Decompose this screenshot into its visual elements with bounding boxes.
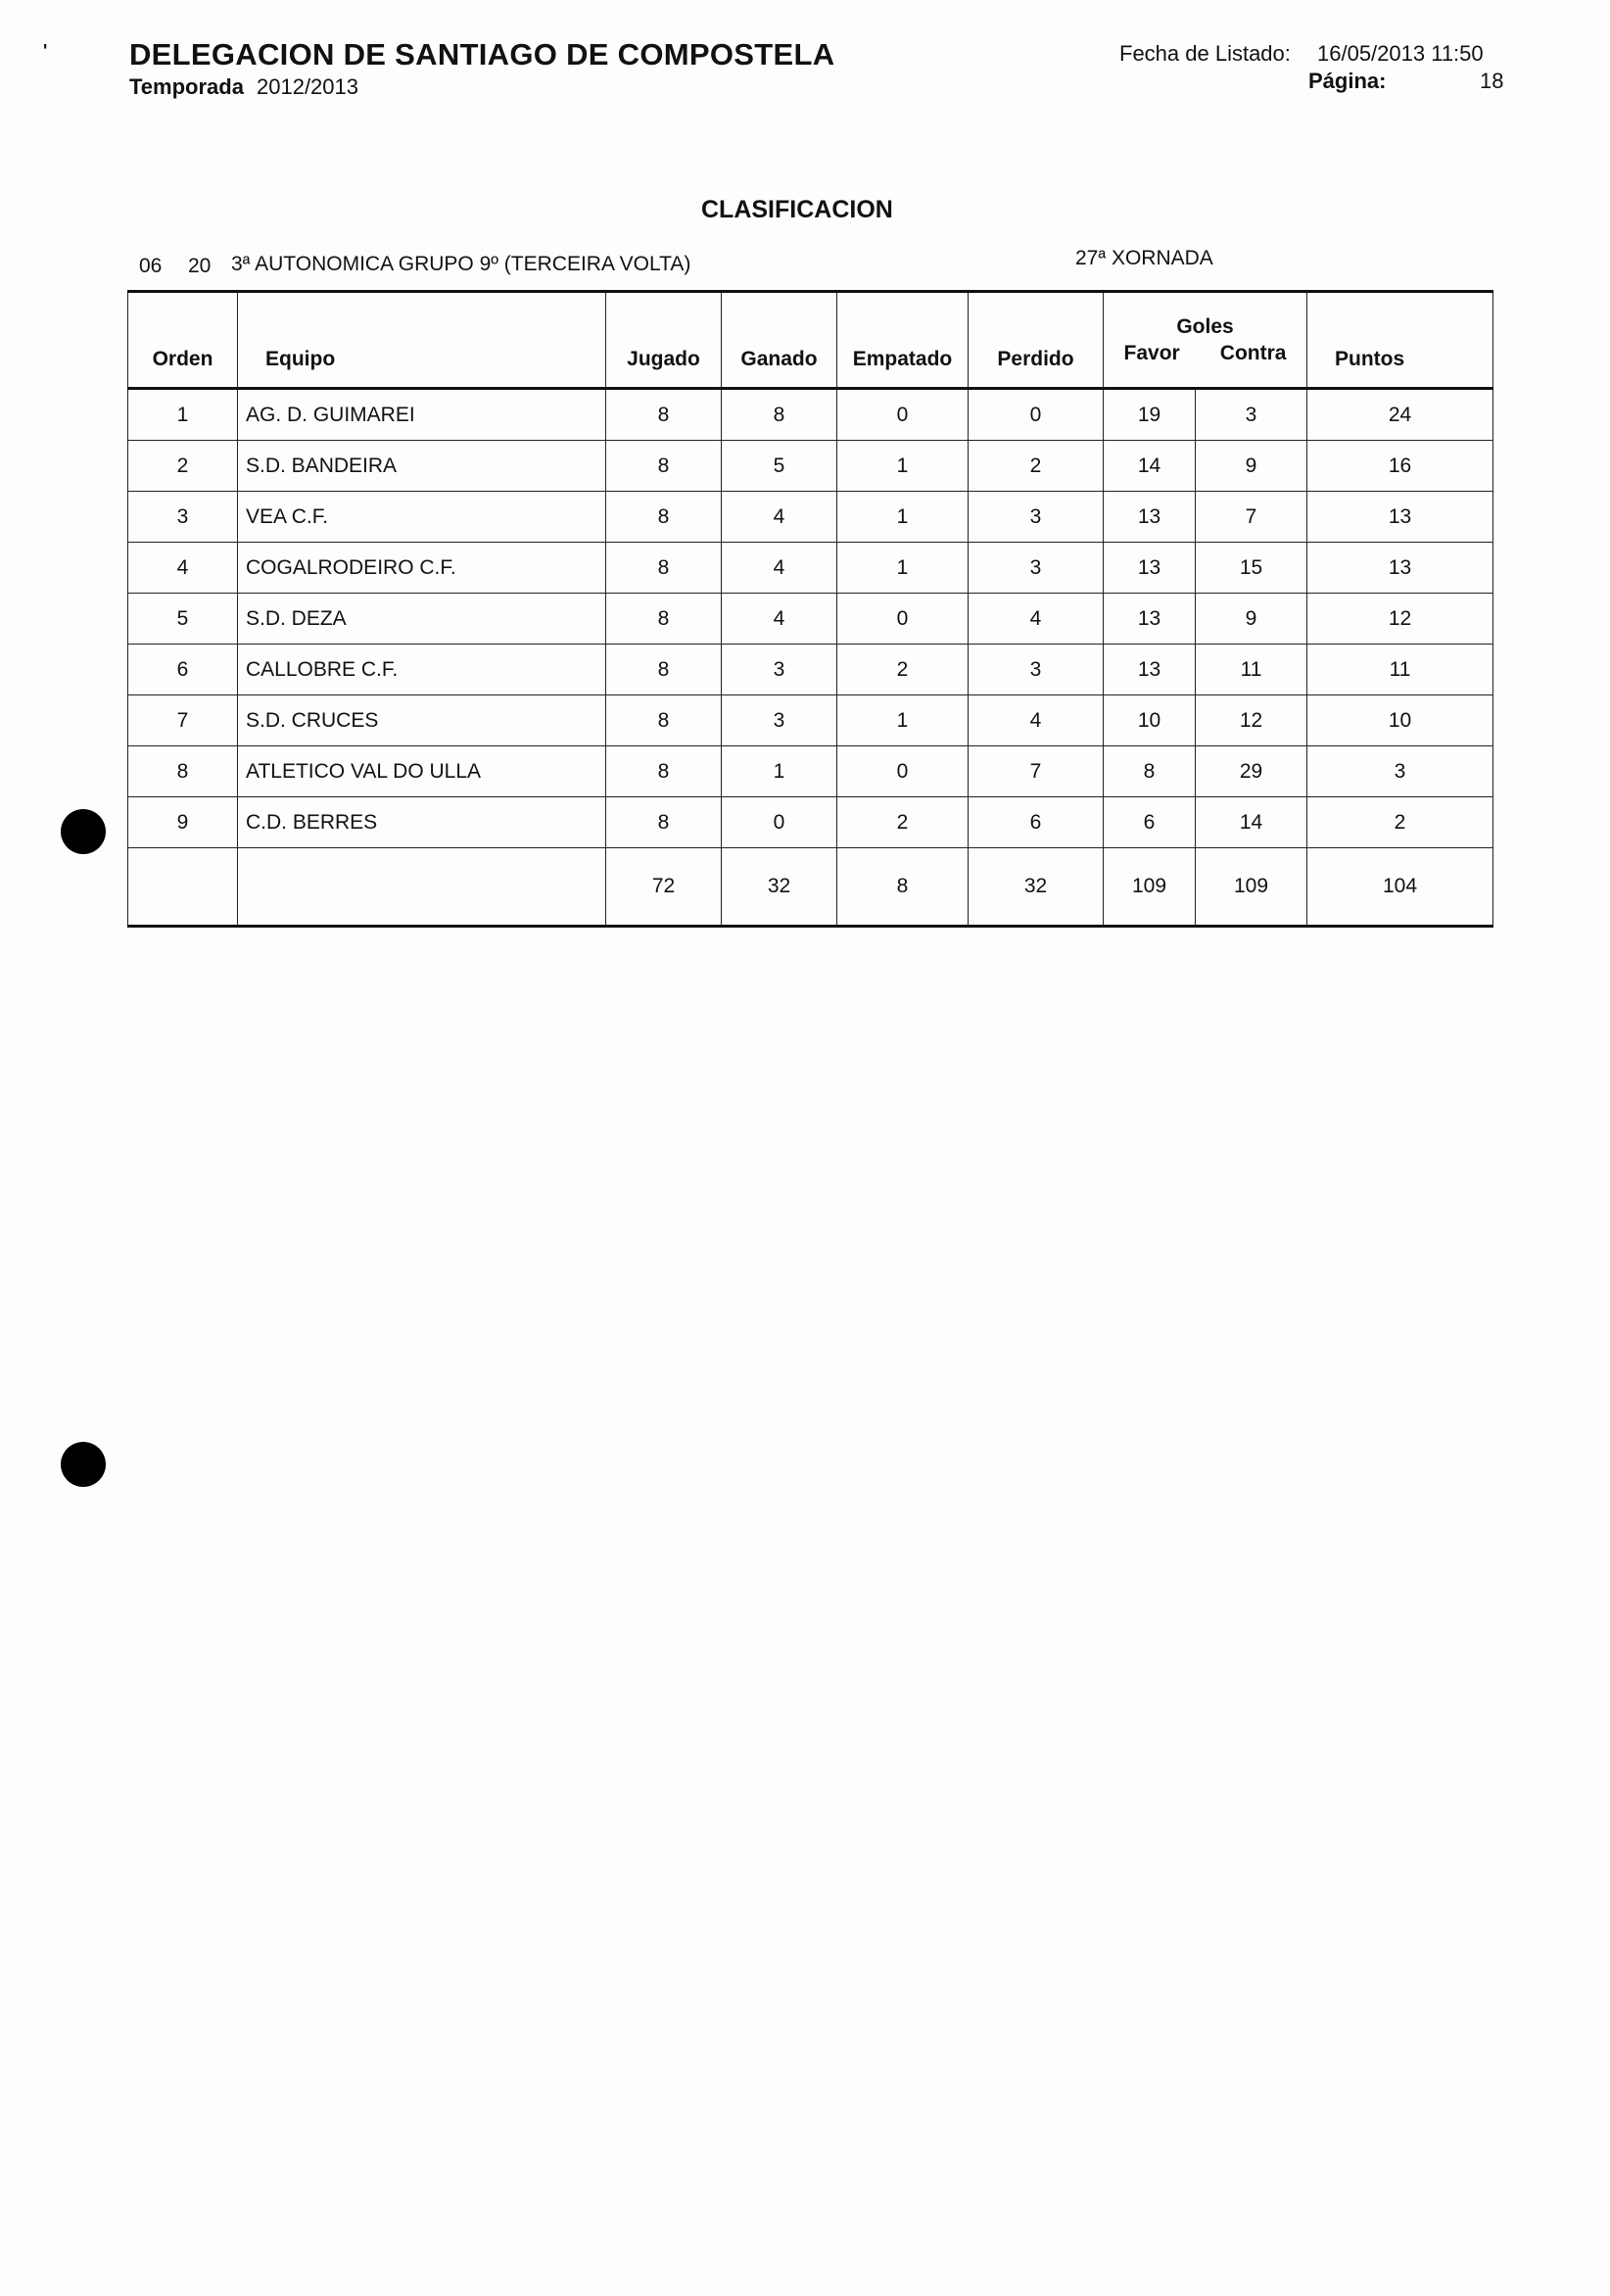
totals-equipo: [238, 848, 606, 927]
cell-equipo: C.D. BERRES: [238, 797, 606, 848]
cell-jugado: 8: [606, 645, 722, 695]
cell-jugado: 8: [606, 594, 722, 645]
cell-perdido: 3: [969, 492, 1104, 543]
cell-contra: 3: [1196, 389, 1307, 441]
cell-favor: 13: [1104, 543, 1196, 594]
page-label: Página:: [1308, 69, 1387, 93]
table-row: [128, 797, 1493, 848]
cell-perdido: 4: [969, 594, 1104, 645]
cell-ganado: 4: [722, 492, 837, 543]
cell-equipo: S.D. DEZA: [238, 594, 606, 645]
round-label: 27ª XORNADA: [1075, 247, 1213, 269]
cell-perdido: 3: [969, 645, 1104, 695]
cell-contra: 9: [1196, 594, 1307, 645]
cell-equipo: CALLOBRE C.F.: [238, 645, 606, 695]
header-goles-label: Goles: [1176, 314, 1234, 338]
header-perdido: Perdido: [969, 292, 1104, 389]
standings-table: [127, 290, 1493, 928]
cell-orden: 8: [128, 746, 238, 797]
cell-contra: 14: [1196, 797, 1307, 848]
cell-favor: 13: [1104, 594, 1196, 645]
cell-orden: 1: [128, 389, 238, 441]
header-favor: Favor: [1123, 341, 1180, 364]
cell-jugado: 8: [606, 543, 722, 594]
cell-ganado: 3: [722, 645, 837, 695]
header-ganado: Ganado: [722, 292, 837, 389]
cell-ganado: 4: [722, 543, 837, 594]
table-header-row: [128, 292, 1493, 389]
cell-puntos: 3: [1307, 746, 1493, 797]
punch-hole-bottom: [61, 1442, 106, 1487]
section-title: CLASIFICACION: [701, 196, 893, 223]
table-row: [128, 389, 1493, 441]
cell-ganado: 8: [722, 389, 837, 441]
cell-favor: 19: [1104, 389, 1196, 441]
cell-ganado: 3: [722, 695, 837, 746]
cell-orden: 2: [128, 441, 238, 492]
cell-contra: 12: [1196, 695, 1307, 746]
table-row: [128, 594, 1493, 645]
cell-orden: 6: [128, 645, 238, 695]
table-row: [128, 746, 1493, 797]
competition-name: 3ª AUTONOMICA GRUPO 9º (TERCEIRA VOLTA): [231, 253, 691, 275]
cell-empatado: 0: [837, 389, 969, 441]
season-value: 2012/2013: [257, 74, 358, 99]
cell-contra: 29: [1196, 746, 1307, 797]
punch-hole-top: [61, 809, 106, 854]
table-row: [128, 645, 1493, 695]
cell-perdido: 7: [969, 746, 1104, 797]
table-row: [128, 543, 1493, 594]
cell-orden: 3: [128, 492, 238, 543]
cell-perdido: 2: [969, 441, 1104, 492]
cell-puntos: 13: [1307, 543, 1493, 594]
cell-puntos: 24: [1307, 389, 1493, 441]
cell-favor: 6: [1104, 797, 1196, 848]
table-row: [128, 695, 1493, 746]
cell-puntos: 10: [1307, 695, 1493, 746]
totals-puntos: 104: [1307, 848, 1493, 927]
totals-contra: 109: [1196, 848, 1307, 927]
cell-puntos: 11: [1307, 645, 1493, 695]
cell-equipo: VEA C.F.: [238, 492, 606, 543]
cell-jugado: 8: [606, 695, 722, 746]
cell-contra: 15: [1196, 543, 1307, 594]
cell-perdido: 6: [969, 797, 1104, 848]
header-orden: Orden: [128, 292, 238, 389]
cell-puntos: 2: [1307, 797, 1493, 848]
cell-empatado: 1: [837, 695, 969, 746]
cell-favor: 13: [1104, 492, 1196, 543]
cell-puntos: 13: [1307, 492, 1493, 543]
cell-favor: 13: [1104, 645, 1196, 695]
cell-orden: 9: [128, 797, 238, 848]
cell-perdido: 4: [969, 695, 1104, 746]
cell-jugado: 8: [606, 389, 722, 441]
cell-contra: 9: [1196, 441, 1307, 492]
cell-ganado: 0: [722, 797, 837, 848]
cell-equipo: S.D. BANDEIRA: [238, 441, 606, 492]
cell-perdido: 3: [969, 543, 1104, 594]
cell-jugado: 8: [606, 797, 722, 848]
listing-date-value: 16/05/2013 11:50: [1317, 41, 1484, 66]
competition-code-1: 06: [139, 255, 163, 277]
table-row: [128, 492, 1493, 543]
cell-puntos: 12: [1307, 594, 1493, 645]
cell-favor: 10: [1104, 695, 1196, 746]
cell-ganado: 5: [722, 441, 837, 492]
cell-equipo: COGALRODEIRO C.F.: [238, 543, 606, 594]
cell-favor: 14: [1104, 441, 1196, 492]
stray-mark: ': [43, 41, 48, 61]
season-label: Temporada: [129, 74, 244, 99]
cell-orden: 4: [128, 543, 238, 594]
header-jugado: Jugado: [606, 292, 722, 389]
cell-jugado: 8: [606, 746, 722, 797]
cell-ganado: 4: [722, 594, 837, 645]
page-number: 18: [1480, 69, 1504, 93]
totals-perdido: 32: [969, 848, 1104, 927]
totals-ganado: 32: [722, 848, 837, 927]
header-puntos: Puntos: [1307, 292, 1493, 389]
cell-puntos: 16: [1307, 441, 1493, 492]
header-goles: [1104, 292, 1307, 389]
totals-favor: 109: [1104, 848, 1196, 927]
cell-empatado: 1: [837, 543, 969, 594]
cell-empatado: 1: [837, 441, 969, 492]
cell-orden: 7: [128, 695, 238, 746]
header-contra: Contra: [1219, 341, 1287, 364]
cell-jugado: 8: [606, 441, 722, 492]
cell-contra: 7: [1196, 492, 1307, 543]
delegation-title: DELEGACION DE SANTIAGO DE COMPOSTELA: [129, 37, 835, 72]
cell-perdido: 0: [969, 389, 1104, 441]
competition-code-2: 20: [188, 255, 212, 277]
listing-date-label: Fecha de Listado:: [1119, 41, 1291, 66]
header-empatado: Empatado: [837, 292, 969, 389]
cell-empatado: 0: [837, 594, 969, 645]
cell-orden: 5: [128, 594, 238, 645]
cell-empatado: 1: [837, 492, 969, 543]
cell-ganado: 1: [722, 746, 837, 797]
cell-empatado: 2: [837, 645, 969, 695]
cell-jugado: 8: [606, 492, 722, 543]
totals-orden: [128, 848, 238, 927]
cell-favor: 8: [1104, 746, 1196, 797]
cell-empatado: 2: [837, 797, 969, 848]
cell-equipo: S.D. CRUCES: [238, 695, 606, 746]
cell-equipo: AG. D. GUIMAREI: [238, 389, 606, 441]
cell-contra: 11: [1196, 645, 1307, 695]
totals-jugado: 72: [606, 848, 722, 927]
cell-empatado: 0: [837, 746, 969, 797]
table-row: [128, 441, 1493, 492]
cell-equipo: ATLETICO VAL DO ULLA: [238, 746, 606, 797]
header-equipo: Equipo: [238, 292, 606, 389]
totals-empatado: 8: [837, 848, 969, 927]
totals-row: [128, 848, 1493, 927]
